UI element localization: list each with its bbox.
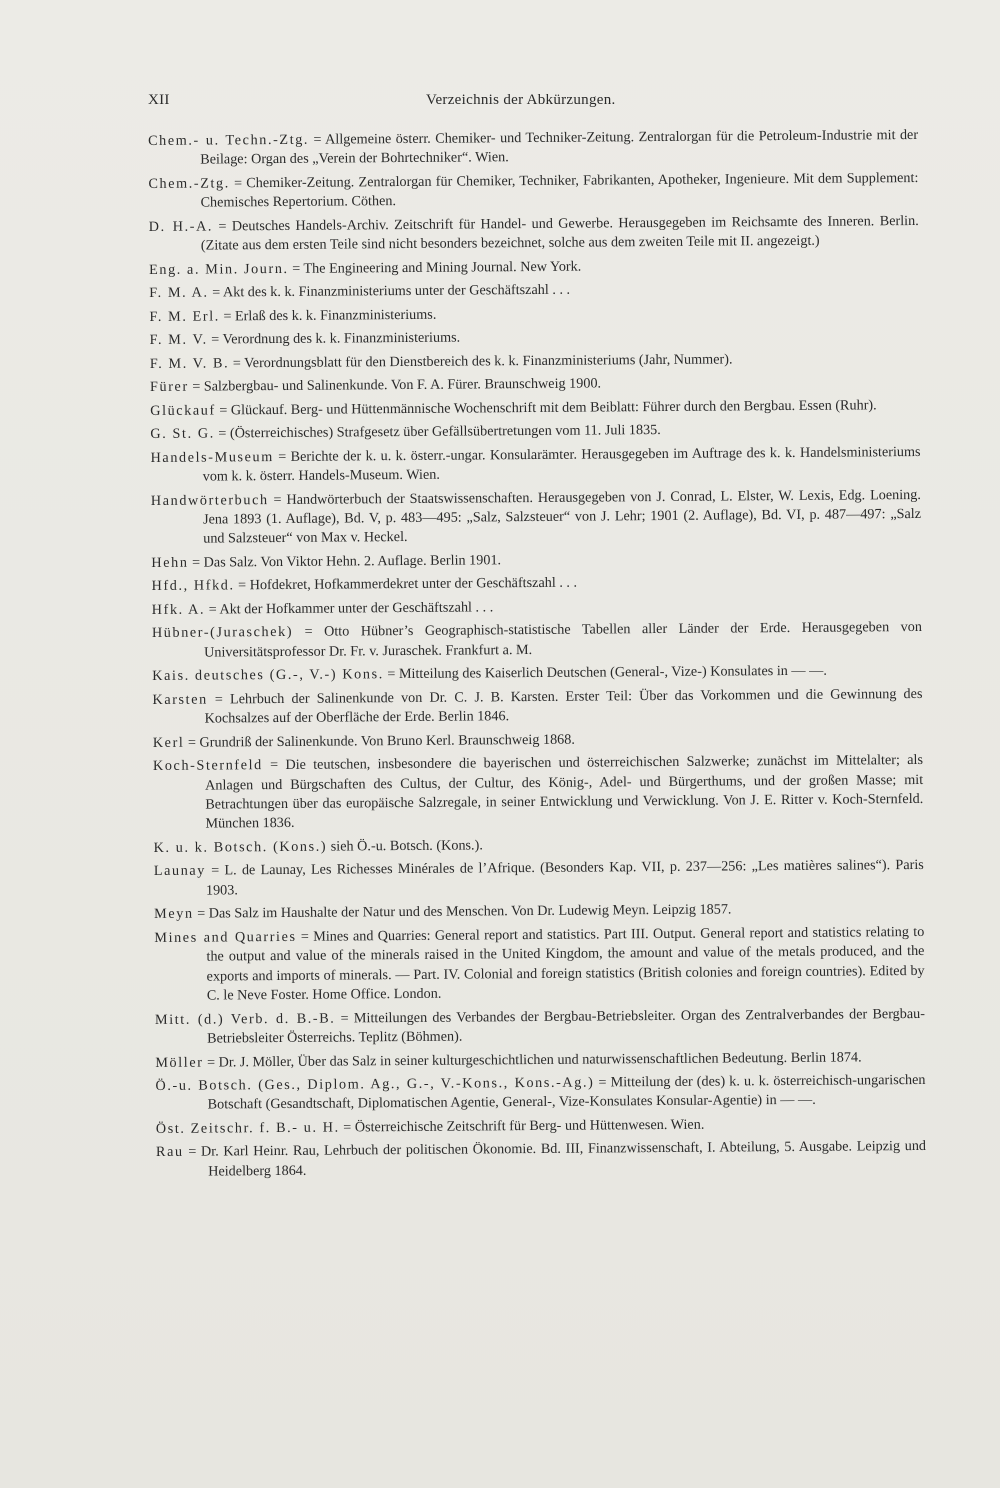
abbreviation-definition: = Akt der Hofkammer unter der Geschäftszahl . . . <box>205 599 494 618</box>
abbreviation-definition: = (Österreichisches) Strafgesetz über Gefällsübertretungen vom 11. Juli 1835. <box>214 422 661 442</box>
abbreviation-key: Ö.-u. Botsch. (Ges., Diplom. Ag., G.-, V.-Kons., Kons.-Ag.) <box>155 1074 595 1094</box>
abbreviation-key: F. M. Erl. <box>149 308 220 325</box>
abbreviation-key: F. M. V. B. <box>149 355 230 372</box>
abbreviation-entry <box>154 833 924 858</box>
abbreviation-definition: = Das Salz. Von Viktor Hehn. 2. Auflage. Berlin 1901. <box>188 552 502 571</box>
abbreviation-definition: = Glückauf. Berg- und Hüttenmännische Wochenschrift mit dem Beiblatt: Führer durch den Bergbau. Essen (Ruhr). <box>215 397 877 419</box>
abbreviation-key: Mitt. (d.) Verb. d. B.-B. <box>154 1010 336 1028</box>
abbreviation-key: Mines and Quarries <box>154 928 297 946</box>
abbreviation-key: Launay <box>153 863 207 880</box>
abbreviation-key: Kerl <box>152 734 185 751</box>
abbreviation-entry <box>152 595 922 620</box>
abbreviation-definition: = Österreichische Zeitschrift für Berg- und Hüttenwesen. Wien. <box>339 1116 705 1136</box>
abbreviation-key: Eng. a. Min. Journ. <box>149 260 289 278</box>
abbreviation-entry <box>149 212 919 257</box>
abbreviation-definition: = The Engineering and Mining Journal. New York. <box>288 258 582 277</box>
abbreviation-entry <box>152 685 922 730</box>
abbreviation-key: Möller <box>155 1054 204 1071</box>
abbreviation-key: G. St. G. <box>150 425 215 443</box>
abbreviation-definition: = Erlaß des k. k. Finanzministeriums. <box>219 306 437 325</box>
abbreviation-entry <box>156 1137 926 1182</box>
abbreviation-entry <box>154 856 924 901</box>
abbreviation-key: Karsten <box>152 691 208 708</box>
abbreviation-definition: = Verordnungsblatt für den Dienstbereich des k. k. Finanzministeriums (Jahr, Nummer). <box>229 351 733 372</box>
abbreviation-entry <box>150 349 920 374</box>
abbreviation-key: Öst. Zeitschr. f. B.- u. H. <box>155 1119 340 1137</box>
abbreviation-definition: = Lehrbuch der Salinenkunde von Dr. C. J. B. Karsten. Erster Teil: Über das Vorkommen und die Gewinnung des Kochsalzes auf der Oberfläche der Erde. Berlin 1846. <box>204 685 923 727</box>
abbreviation-key: Hehn <box>151 554 189 571</box>
abbreviation-definition: = Die teutschen, insbesondere die bayerischen und österreichischen Salzwerke; zunächst im Mittelalter; als Anlagen und Bürgschaften des Cultus, der Cultur, des König-, Adel- und Bürgerthums, und der großen Masse; mit Betrachtungen über das europäische Salzregale, in seiner Entwicklung und Verwicklung. Von J. E. Ritter v. Koch-Sternfeld. München 1836. <box>205 752 924 833</box>
abbreviation-entry <box>148 169 918 214</box>
abbreviation-definition: = Deutsches Handels-Archiv. Zeitschrift für Handel- und Gewerbe. Herausgegeben im Reichsamte des Inneren. Berlin. (Zitate aus dem ersten Teile sind nicht besonders bezeichnet, solche aus dem zweiten Teile mit II. angezeigt.) <box>200 212 919 254</box>
abbreviation-key: Hfk. A. <box>151 601 206 618</box>
abbreviation-entry <box>150 372 920 397</box>
abbreviation-key: Handels-Museum <box>150 448 274 466</box>
abbreviation-definition: sieh Ö.-u. Botsch. (Kons.). <box>327 837 483 855</box>
abbreviation-entry <box>154 899 924 924</box>
abbreviation-entry <box>150 396 920 421</box>
abbreviation-definition: = Salzbergbau- und Salinenkunde. Von F. A. Fürer. Braunschweig 1900. <box>188 375 602 395</box>
abbreviation-key: Handwörterbuch <box>150 491 269 509</box>
abbreviation-entry <box>155 1071 925 1116</box>
abbreviation-definition: = Berichte der k. u. k. österr.-ungar. Konsularämter. Herausgegeben im Auftrage des k. k. Handelsministeriums vom k. k. österr. Handels-Museum. Wien. <box>202 443 921 485</box>
abbreviation-entry <box>155 1005 925 1050</box>
abbreviation-entry <box>153 728 923 753</box>
abbreviation-definition: = Allgemeine österr. Chemiker- und Techniker-Zeitung. Zentralorgan für die Petroleum-Industrie mit der Beilage: Organ des „Verein der Bohrtechniker“. Wien. <box>200 126 919 168</box>
abbreviation-key: K. u. k. Botsch. (Kons.) <box>153 838 328 856</box>
abbreviation-definition: = L. de Launay, Les Richesses Minérales de l’Afrique. (Besonders Kap. VII, p. 237—256: „Les matières salines“). Paris 1903. <box>205 857 924 899</box>
abbreviation-list <box>148 126 926 1186</box>
abbreviation-entry <box>152 661 922 686</box>
abbreviation-definition: = Hofdekret, Hofkammerdekret unter der Geschäftszahl . . . <box>234 575 578 594</box>
abbreviation-definition: = Verordnung des k. k. Finanzministeriums. <box>207 329 461 348</box>
abbreviation-definition: = Chemiker-Zeitung. Zentralorgan für Chemiker, Techniker, Fabrikanten, Apotheker, Ingenieure. Mit dem Supplement: Chemisches Repertorium. Cöthen. <box>200 169 919 211</box>
abbreviation-key: Chem.-Ztg. <box>148 175 230 192</box>
abbreviation-key: Rau <box>155 1144 184 1161</box>
abbreviation-entry <box>150 443 920 488</box>
abbreviation-entry <box>153 751 924 835</box>
abbreviation-key: Koch-Sternfeld <box>152 757 263 775</box>
page-title: Verzeichnis der Abkürzungen. <box>426 92 616 108</box>
abbreviation-entry <box>151 571 921 596</box>
abbreviation-definition: = Grundriß der Salinenkunde. Von Bruno Kerl. Braunschweig 1868. <box>184 731 575 751</box>
abbreviation-definition: = Otto Hübner’s Geographisch-statistische Tabellen aller Länder der Erde. Herausgegeben von Universitätsprofessor Dr. Fr. v. Juraschek. Frankfurt a. M. <box>204 619 922 661</box>
abbreviation-entry <box>149 278 919 303</box>
abbreviation-entry <box>150 419 920 444</box>
abbreviation-key: D. H.-A. <box>148 218 214 235</box>
abbreviation-definition: = Dr. Karl Heinr. Rau, Lehrbuch der politischen Ökonomie. Bd. III, Finanzwissenschaft, I. Abteilung, 5. Ausgabe. Leipzig und Heidelberg 1864. <box>183 1138 927 1180</box>
abbreviation-entry <box>149 302 919 327</box>
abbreviation-definition: = Das Salz im Haushalte der Natur und des Menschen. Von Dr. Ludewig Meyn. Leipzig 1857. <box>193 901 732 923</box>
abbreviation-key: Glückauf <box>150 402 216 419</box>
page-header <box>148 92 918 116</box>
abbreviation-entry <box>151 548 921 573</box>
abbreviation-key: F. M. V. <box>149 331 208 349</box>
abbreviation-definition: = Dr. J. Möller, Über das Salz in seiner kulturgeschichtlichen und naturwissenschaftlichen Bedeutung. Berlin 1874. <box>203 1048 862 1071</box>
abbreviation-key: F. M. A. <box>149 284 209 302</box>
abbreviation-entry <box>156 1114 926 1139</box>
abbreviation-key: Chem.- u. Techn.-Ztg. <box>148 131 310 149</box>
abbreviation-key: Fürer <box>149 378 189 396</box>
abbreviation-entry <box>152 618 922 663</box>
abbreviation-entry <box>148 126 918 171</box>
abbreviation-definition: = Mitteilung der (des) k. u. k. österreichisch-ungarischen Botschaft (Gesandtschaft, Diplomatischen Agentie, General-, Vize-Konsulates Konsular-Agentie) in — —. <box>207 1071 926 1113</box>
abbreviation-key: Kais. deutsches (G.-, V.-) Kons. <box>152 666 384 685</box>
abbreviation-entry <box>149 255 919 280</box>
abbreviation-definition: = Akt des k. k. Finanzministeriums unter der Geschäftszahl . . . <box>208 281 571 301</box>
abbreviation-definition: = Mitteilungen des Verbandes der Bergbau-Betriebsleiter. Organ des Zentralverbandes der Bergbau-Betriebsleiter Österreichs. Teplitz (Böhmen). <box>207 1005 926 1047</box>
abbreviation-definition: = Mitteilung des Kaiserlich Deutschen (General-, Vize-) Konsulates in — —. <box>383 663 827 683</box>
abbreviation-entry <box>155 1047 925 1072</box>
abbreviation-definition: = Mines and Quarries: General report and statistics. Part III. Output. General report and statistics relating to the output and value of the minerals raised in the United Kingdom, the amount and value of the metals produced, and the exports and imports of minerals. — Part. IV. Colonial and foreign statistics (British colonies and foreign countries). Edited by C. le Neve Foster. Home Office. London. <box>206 923 925 1004</box>
page-number: XII <box>148 92 170 108</box>
abbreviation-key: Hübner-(Juraschek) <box>151 624 294 642</box>
abbreviation-entry <box>151 486 921 550</box>
abbreviation-key: Meyn <box>154 906 194 923</box>
abbreviation-entry <box>154 923 925 1007</box>
abbreviation-definition: = Handwörterbuch der Staatswissenschaften. Herausgegeben von J. Conrad, L. Elster, W. Lexis, Edg. Loening. Jena 1893 (1. Auflage), Bd. V, p. 483—495: „Salz, Salzsteuer“ von J. Lehr; 1901 (2. Auflage), Bd. VI, p. 487—497: „Salz und Salzsteuer“ von Max v. Heckel. <box>202 486 922 548</box>
abbreviation-entry <box>150 325 920 350</box>
abbreviation-key: Hfd., Hfkd. <box>151 577 235 595</box>
